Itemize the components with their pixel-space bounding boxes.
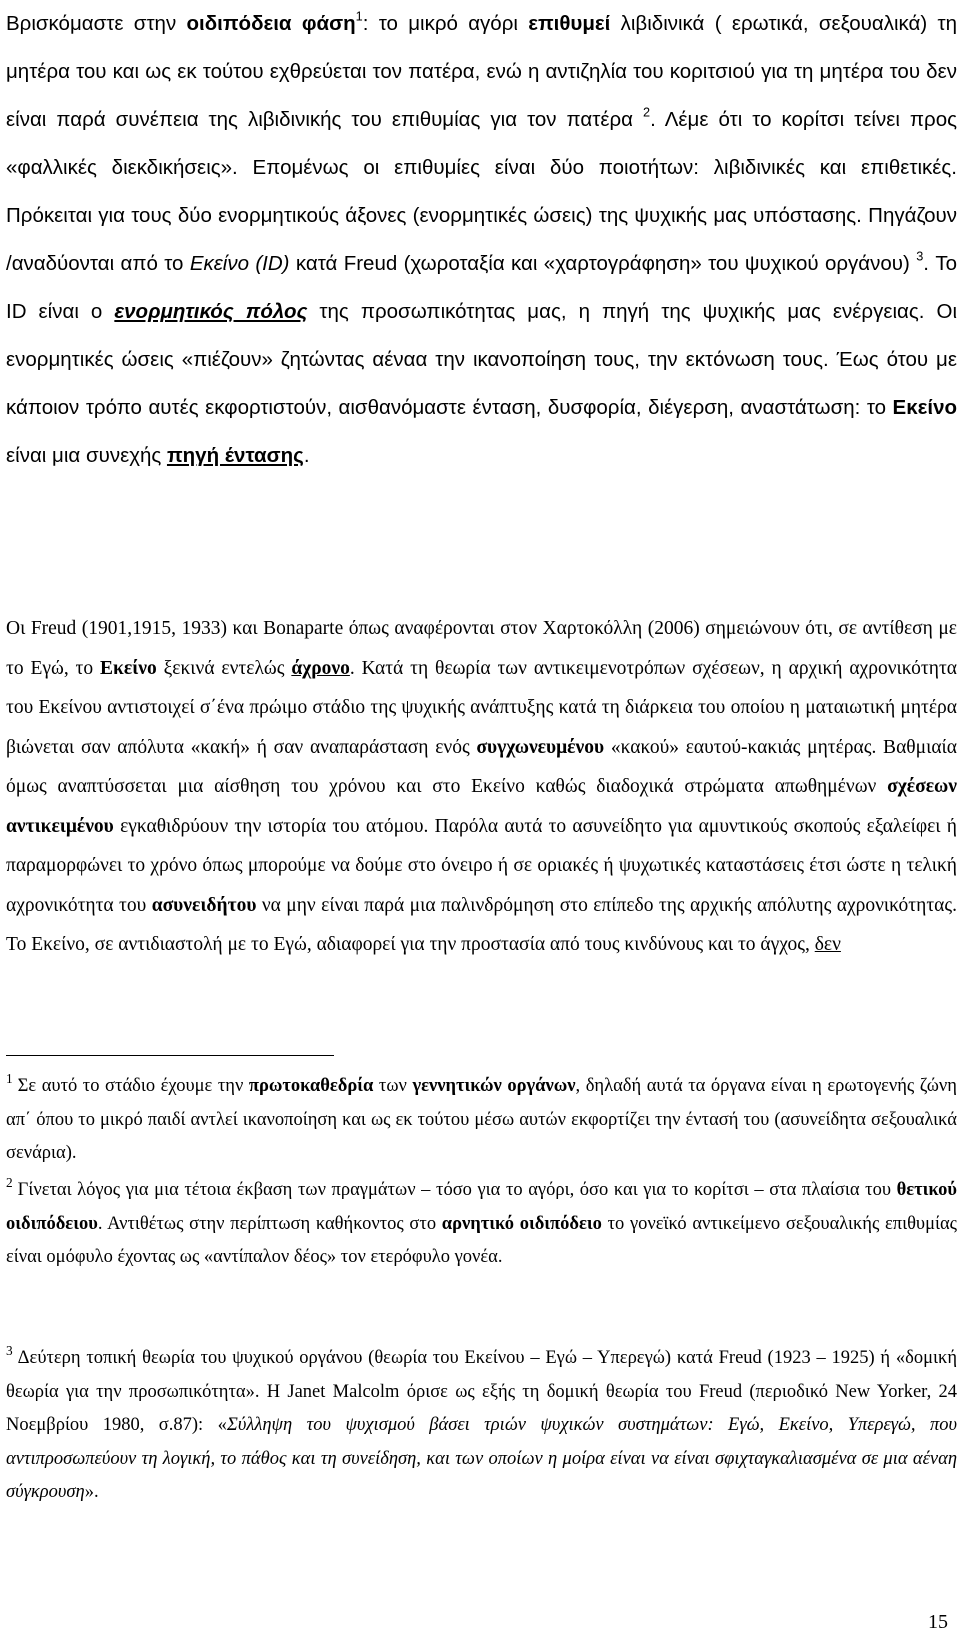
body-paragraph-1 bbox=[6, 0, 957, 480]
text-run: ». bbox=[84, 1482, 99, 1502]
text-run: «κακού» εαυτού-κακιάς μητέρας. Βαθμιαία όμως αναπτύσσεται μια αίσθηση του χρόνου και στο Εκείνο καθώς διαδοχικά στρώματα απωθημένων bbox=[6, 736, 957, 797]
text-run: κατά Freud (χωροταξία και «χαρτογράφηση» του ψυχικού οργάνου) bbox=[289, 252, 917, 275]
text-run: Γίνεται λόγος για μια τέτοια έκβαση των πραγμάτων – τόσο για το αγόρι, όσο και για το κορίτσι – στα πλαίσια του bbox=[17, 1180, 897, 1200]
text-run: των bbox=[373, 1076, 413, 1096]
text-run: , δηλαδή αυτά τα όργανα είναι η ερωτογενής ζώνη απ΄ όπου το μικρό παιδί αντλεί ικανοποίηση και ως εκ τούτου μέσω αυτών εκφορτίζει την έντασή του (ασυνείδητα σεξουαλικά σενάρια). bbox=[6, 1076, 957, 1163]
text-run: να μην είναι παρά μια παλινδρόμηση στο επίπεδο της αρχικής απόλυτης αχρονικότητας. Το Εκείνο, σε αντιδιαστολή με το Εγώ, αδιαφορεί για την προστασία από τους κινδύνους και το άγχος, bbox=[6, 894, 957, 955]
text-run: : το μικρό αγόρι bbox=[362, 12, 529, 35]
bold-term: αρνητικό οιδιπόδειο bbox=[441, 1213, 602, 1234]
bold-term: πρωτοκαθεδρία bbox=[248, 1076, 374, 1096]
footnote-3 bbox=[6, 1342, 957, 1510]
text-run: Σε αυτό το στάδιο έχουμε την bbox=[17, 1076, 249, 1096]
underlined-word: δεν bbox=[814, 934, 841, 955]
footnote-number: 1 bbox=[6, 1071, 13, 1087]
text-run: . Κατά τη θεωρία των αντικειμενοτρόπων σχέσεων, η αρχική αχρονικότητα του Εκείνου αντιστοιχεί σ΄ένα πρώιμο στάδιο της ψυχικής ανάπτυξης κατά τη διάρκεια του οποίου η ματαιωτική μητέρα βιώνεται σαν απόλυτα «κακή» ή σαν αναπαράσταση ενός bbox=[6, 657, 957, 758]
footnote-ref-2[interactable]: 2 bbox=[643, 104, 651, 120]
footnote-2 bbox=[6, 1174, 957, 1275]
text-run: ξεκινά εντελώς bbox=[156, 657, 292, 679]
footnote-ref-1[interactable]: 1 bbox=[355, 8, 363, 24]
text-run: Δεύτερη τοπική θεωρία του ψυχικού οργάνου (θεωρία του Εκείνου – Εγώ – Υπερεγώ) κατά Freud (1923 – 1925) ή «δομική θεωρία για την προσωπικότητα». Η Janet Malcolm όρισε ως εξής τη δομική θεωρία του Freud (περιοδικό New Yorker, 24 Νοεμβρίου 1980, σ.87): « bbox=[6, 1348, 957, 1435]
bold-term: συγχωνευμένου bbox=[476, 736, 605, 758]
bold-term: θετικού οιδιπόδειου bbox=[6, 1180, 957, 1234]
footnote-ref-3[interactable]: 3 bbox=[916, 248, 924, 264]
bold-term: γεννητικών οργάνων bbox=[412, 1076, 576, 1096]
footnote-1 bbox=[6, 1070, 957, 1171]
bold-term: οιδιπόδεια φάση bbox=[186, 12, 356, 35]
bold-underlined-term: πηγή έντασης bbox=[166, 444, 304, 467]
text-run: Βρισκόμαστε στην bbox=[6, 12, 187, 35]
text-run: εγκαθιδρύουν την ιστορία του ατόμου. Παρόλα αυτά το ασυνείδητο για αμυντικούς σκοπούς εξαλείφει ή παραμορφώνει το χρόνο όπως μπορούμε να δούμε στο όνειρο ή σε οριακές ή ψυχωτικές καταστάσεις έτσι ώστε η τελική αχρονικότητα του bbox=[6, 815, 957, 916]
text-run: . Λέμε ότι το κορίτσι τείνει προς «φαλλικές διεκδικήσεις». Επομένως οι επιθυμίες είναι δύο ποιοτήτων: λιβιδινικές και επιθετικές. Πρόκειται για τους δύο ενορμητικούς άξονες (ενορμητικές ώσεις) της ψυχικής μας υπόστασης. Πηγάζουν /αναδύονται από το bbox=[6, 108, 957, 275]
page-number: 15 bbox=[928, 1611, 948, 1633]
bold-term: ασυνειδήτου bbox=[151, 894, 257, 916]
bold-term: Εκείνο bbox=[892, 396, 957, 419]
footnote-separator bbox=[6, 1055, 334, 1056]
bold-term: επιθυμεί bbox=[528, 12, 611, 35]
text-run: . bbox=[303, 444, 310, 467]
text-run: λιβιδινικά ( ερωτικά, σεξουαλικά) τη μητέρα του και ως εκ τούτου εχθρεύεται τον πατέρα, ενώ η αντιζηλία του κοριτσιού για τη μητέρα του δεν είναι παρά συνέπεια της λιβιδινικής του επιθυμίας για τον πατέρα bbox=[6, 12, 957, 131]
body-paragraph-2 bbox=[6, 609, 957, 965]
italic-quote: Σύλληψη του ψυχισμού βάσει τριών ψυχικών συστημάτων: Εγώ, Εκείνο, Υπερεγώ, που αντιπροσωπεύουν τη λογική, το πάθος και τη συνείδηση, και των οποίων η μοίρα είναι να είναι σφιχταγκαλιασμένα σε μια αέναη σύγκρουση bbox=[6, 1415, 957, 1502]
bold-term: σχέσεων αντικειμένου bbox=[6, 776, 957, 837]
text-run: της προσωπικότητας μας, η πηγή της ψυχικής μας ενέργειας. Οι ενορμητικές ώσεις «πιέζουν» ζητώντας αέναα την ικανοποίηση τους, την εκτόνωση τους. Έως ότου με κάποιον τρόπο αυτές εκφορτιστούν, αισθανόμαστε ένταση, δυσφορία, διέγερση, αναστάτωση: το bbox=[6, 300, 957, 419]
text-run: . Το ID είναι ο bbox=[6, 252, 958, 323]
footnote-number: 2 bbox=[6, 1175, 13, 1191]
bold-underlined-term: άχρονο bbox=[291, 657, 350, 679]
text-run: . Αντιθέτως στην περίπτωση καθήκοντος στο bbox=[97, 1213, 442, 1234]
bold-italic-term: ενορμητικός πόλος bbox=[114, 300, 308, 323]
bold-term: Εκείνο bbox=[100, 657, 157, 679]
text-run: Οι Freud (1901,1915, 1933) και Bonaparte όπως αναφέρονται στον Χαρτοκόλλη (2006) σημειώνουν ότι, σε αντίθεση με το Εγώ, το bbox=[6, 618, 957, 679]
footnote-number: 3 bbox=[6, 1343, 13, 1359]
italic-term: Εκείνο (ID) bbox=[189, 252, 290, 275]
text-run: το γονεϊκό αντικείμενο σεξουαλικής επιθυμίας είναι ομόφυλο έχοντας ως «αντίπαλον δέος» τον ετερόφυλο γονέα. bbox=[6, 1213, 958, 1267]
text-run: είναι μια συνεχής bbox=[6, 444, 167, 467]
